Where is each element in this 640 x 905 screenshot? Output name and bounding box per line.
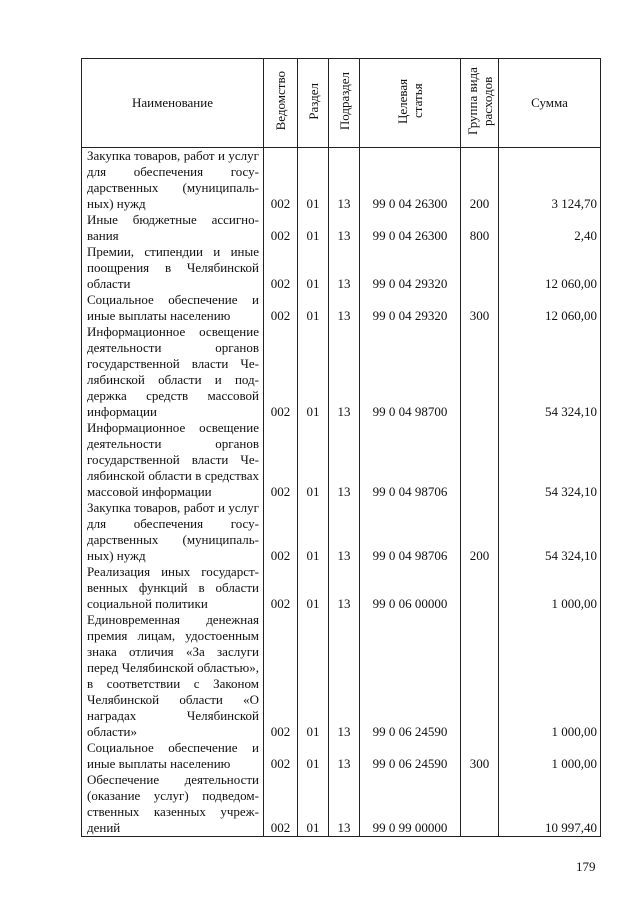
row-podrazdel: 13 — [329, 244, 360, 292]
header-summa: Сумма — [499, 59, 601, 148]
row-gruppa: 800 — [461, 212, 499, 244]
row-vedomstvo: 002 — [264, 212, 298, 244]
budget-table — [81, 58, 601, 837]
table-row — [82, 772, 601, 837]
row-name: Закупка товаров, работ и услуг для обеспечения государственных (муниципальных) нужд — [82, 500, 264, 564]
row-vedomstvo: 002 — [264, 292, 298, 324]
row-razdel: 01 — [298, 612, 329, 740]
row-gruppa — [461, 324, 499, 420]
row-podrazdel: 13 — [329, 740, 360, 772]
row-podrazdel: 13 — [329, 212, 360, 244]
table-row — [82, 564, 601, 612]
header-celevaya-statya: Целевая статья — [360, 59, 461, 148]
table-row — [82, 324, 601, 420]
row-razdel: 01 — [298, 740, 329, 772]
row-razdel: 01 — [298, 772, 329, 837]
row-summa: 54 324,10 — [499, 420, 601, 500]
table-row — [82, 500, 601, 564]
row-celevaya-statya: 99 0 04 98706 — [360, 500, 461, 564]
row-razdel: 01 — [298, 324, 329, 420]
row-celevaya-statya: 99 0 04 26300 — [360, 148, 461, 213]
row-podrazdel: 13 — [329, 292, 360, 324]
row-name: Иные бюджетные ассигнования — [82, 212, 264, 244]
row-celevaya-statya: 99 0 04 26300 — [360, 212, 461, 244]
row-celevaya-statya: 99 0 04 98706 — [360, 420, 461, 500]
table-row — [82, 420, 601, 500]
header-name: Наименование — [82, 59, 264, 148]
row-razdel: 01 — [298, 292, 329, 324]
header-vedomstvo: Ведомство — [264, 59, 298, 148]
row-razdel: 01 — [298, 564, 329, 612]
table-row — [82, 244, 601, 292]
row-gruppa: 200 — [461, 500, 499, 564]
row-gruppa — [461, 564, 499, 612]
row-name: Премии, стипендии и иные поощрения в Челябинской области — [82, 244, 264, 292]
row-summa: 54 324,10 — [499, 500, 601, 564]
row-celevaya-statya: 99 0 06 24590 — [360, 612, 461, 740]
row-podrazdel: 13 — [329, 772, 360, 837]
row-podrazdel: 13 — [329, 500, 360, 564]
row-vedomstvo: 002 — [264, 148, 298, 213]
table-body — [82, 148, 601, 837]
row-razdel: 01 — [298, 148, 329, 213]
row-gruppa — [461, 612, 499, 740]
row-vedomstvo: 002 — [264, 324, 298, 420]
row-summa: 10 997,40 — [499, 772, 601, 837]
table-row — [82, 148, 601, 213]
table-row — [82, 612, 601, 740]
row-vedomstvo: 002 — [264, 612, 298, 740]
table-row — [82, 292, 601, 324]
row-podrazdel: 13 — [329, 612, 360, 740]
row-name: Единовременная денежная премия лицам, удостоенным знака отличия «За заслуги перед Челябинской областью», в соответствии с Законом Челябинской области «О наградах Челябинской области» — [82, 612, 264, 740]
row-vedomstvo: 002 — [264, 740, 298, 772]
row-celevaya-statya: 99 0 04 98700 — [360, 324, 461, 420]
row-vedomstvo: 002 — [264, 244, 298, 292]
row-vedomstvo: 002 — [264, 772, 298, 837]
row-summa: 12 060,00 — [499, 244, 601, 292]
row-razdel: 01 — [298, 212, 329, 244]
row-name: Информационное освещение деятельности органов государственной власти Челябинской области в средствах массовой информации — [82, 420, 264, 500]
row-gruppa: 300 — [461, 740, 499, 772]
row-celevaya-statya: 99 0 99 00000 — [360, 772, 461, 837]
row-celevaya-statya: 99 0 04 29320 — [360, 244, 461, 292]
row-razdel: 01 — [298, 244, 329, 292]
row-name: Закупка товаров, работ и услуг для обеспечения государственных (муниципальных) нужд — [82, 148, 264, 213]
row-gruppa — [461, 420, 499, 500]
row-podrazdel: 13 — [329, 564, 360, 612]
row-razdel: 01 — [298, 500, 329, 564]
row-gruppa — [461, 244, 499, 292]
row-summa: 12 060,00 — [499, 292, 601, 324]
row-summa: 1 000,00 — [499, 740, 601, 772]
row-summa: 3 124,70 — [499, 148, 601, 213]
row-summa: 1 000,00 — [499, 612, 601, 740]
header-razdel: Раздел — [298, 59, 329, 148]
header-podrazdel: Подраздел — [329, 59, 360, 148]
row-summa: 54 324,10 — [499, 324, 601, 420]
row-podrazdel: 13 — [329, 420, 360, 500]
row-name: Социальное обеспечение и иные выплаты населению — [82, 740, 264, 772]
row-razdel: 01 — [298, 420, 329, 500]
row-celevaya-statya: 99 0 04 29320 — [360, 292, 461, 324]
row-summa: 1 000,00 — [499, 564, 601, 612]
row-vedomstvo: 002 — [264, 420, 298, 500]
row-summa: 2,40 — [499, 212, 601, 244]
row-vedomstvo: 002 — [264, 564, 298, 612]
row-podrazdel: 13 — [329, 324, 360, 420]
row-podrazdel: 13 — [329, 148, 360, 213]
table-header — [82, 59, 601, 148]
row-name: Реализация иных государственных функций в области социальной политики — [82, 564, 264, 612]
row-celevaya-statya: 99 0 06 24590 — [360, 740, 461, 772]
row-gruppa — [461, 772, 499, 837]
table-row — [82, 740, 601, 772]
table-row — [82, 212, 601, 244]
row-name: Социальное обеспечение и иные выплаты населению — [82, 292, 264, 324]
header-gruppa: Группа вида расходов — [461, 59, 499, 148]
page-number: 179 — [576, 859, 596, 874]
row-celevaya-statya: 99 0 06 00000 — [360, 564, 461, 612]
row-gruppa: 300 — [461, 292, 499, 324]
row-name: Обеспечение деятельности (оказание услуг) подведомственных казенных учреждений — [82, 772, 264, 837]
row-gruppa: 200 — [461, 148, 499, 213]
row-vedomstvo: 002 — [264, 500, 298, 564]
row-name: Информационное освещение деятельности органов государственной власти Челябинской области и поддержка средств массовой информации — [82, 324, 264, 420]
